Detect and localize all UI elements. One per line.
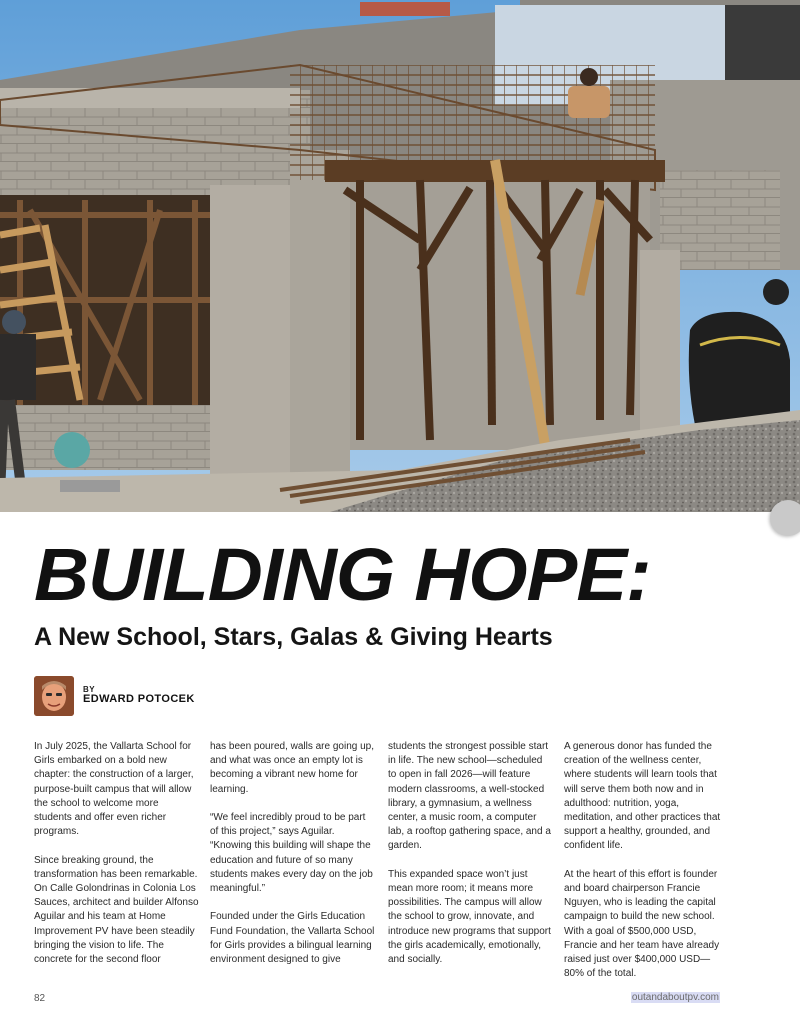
body-column-1 (34, 740, 199, 967)
paragraph: students the strongest possible start in life. The new school—scheduled to open in fall 2026—will feature modern classrooms, a well-stocked library, a gymnasium, a wellness center, a music room, a computer lab, a rooftop gathering space, and a garden. (388, 741, 551, 852)
body-column-4 (564, 740, 729, 981)
page-number: 82 (34, 993, 46, 1004)
paragraph: A generous donor has funded the creation of the wellness center, where students will learn tools that will serve them both now and in adulthood: nutrition, yoga, meditation, and other practices that support a healthy, grounded, and confident life. (564, 741, 721, 852)
author-name: EDWARD POTOCEK (83, 693, 195, 705)
body-column-2 (210, 740, 375, 967)
paragraph: Founded under the Girls Education Fund Foundation, the Vallarta School for Girls provides a bilingual learning environment designed to give (210, 911, 375, 966)
website-link[interactable]: outandaboutpv.com (631, 992, 719, 1003)
byline-label: BY (83, 685, 96, 694)
paragraph: “We feel incredibly proud to be part of this project,” says Aguilar. “Knowing this building will shape the education and future of so many students makes every day on the job meaningful.” (210, 812, 373, 895)
paragraph: In July 2025, the Vallarta School for Girls embarked on a bold new chapter: the construction of a larger, purpose-built campus that will allow the school to welcome more students and offer even richer programs. (34, 741, 194, 838)
article-subtitle: A New School, Stars, Galas & Giving Hearts (34, 623, 553, 651)
author-avatar (34, 676, 74, 716)
author-headshot-image (34, 676, 74, 716)
paragraph: At the heart of this effort is founder and board chairperson Francie Nguyen, who is leading the capital campaign to build the new school. With a goal of $500,000 USD, Francie and her team have already raised just over $400,000 USD—80% of the total. (564, 868, 720, 980)
body-column-3 (388, 740, 553, 967)
paragraph: has been poured, walls are going up, and what was once an empty lot is becoming a vibrant new home for learning. (210, 741, 375, 795)
paragraph: Since breaking ground, the transformation has been remarkable. On Calle Golondrinas in Colonia Los Sauces, architect and builder Alfonso Aguilar and his team at Home Improvement PV have been steadily bringing the vision to life. The concrete for the second floor (34, 854, 199, 966)
article-title: BUILDING HOPE: (34, 533, 651, 616)
paragraph: This expanded space won’t just mean more room; it means more possibilities. The campus will allow the school to grow, innovate, and introduce new programs that support the girls academically, emotionally, and socially. (388, 868, 551, 966)
